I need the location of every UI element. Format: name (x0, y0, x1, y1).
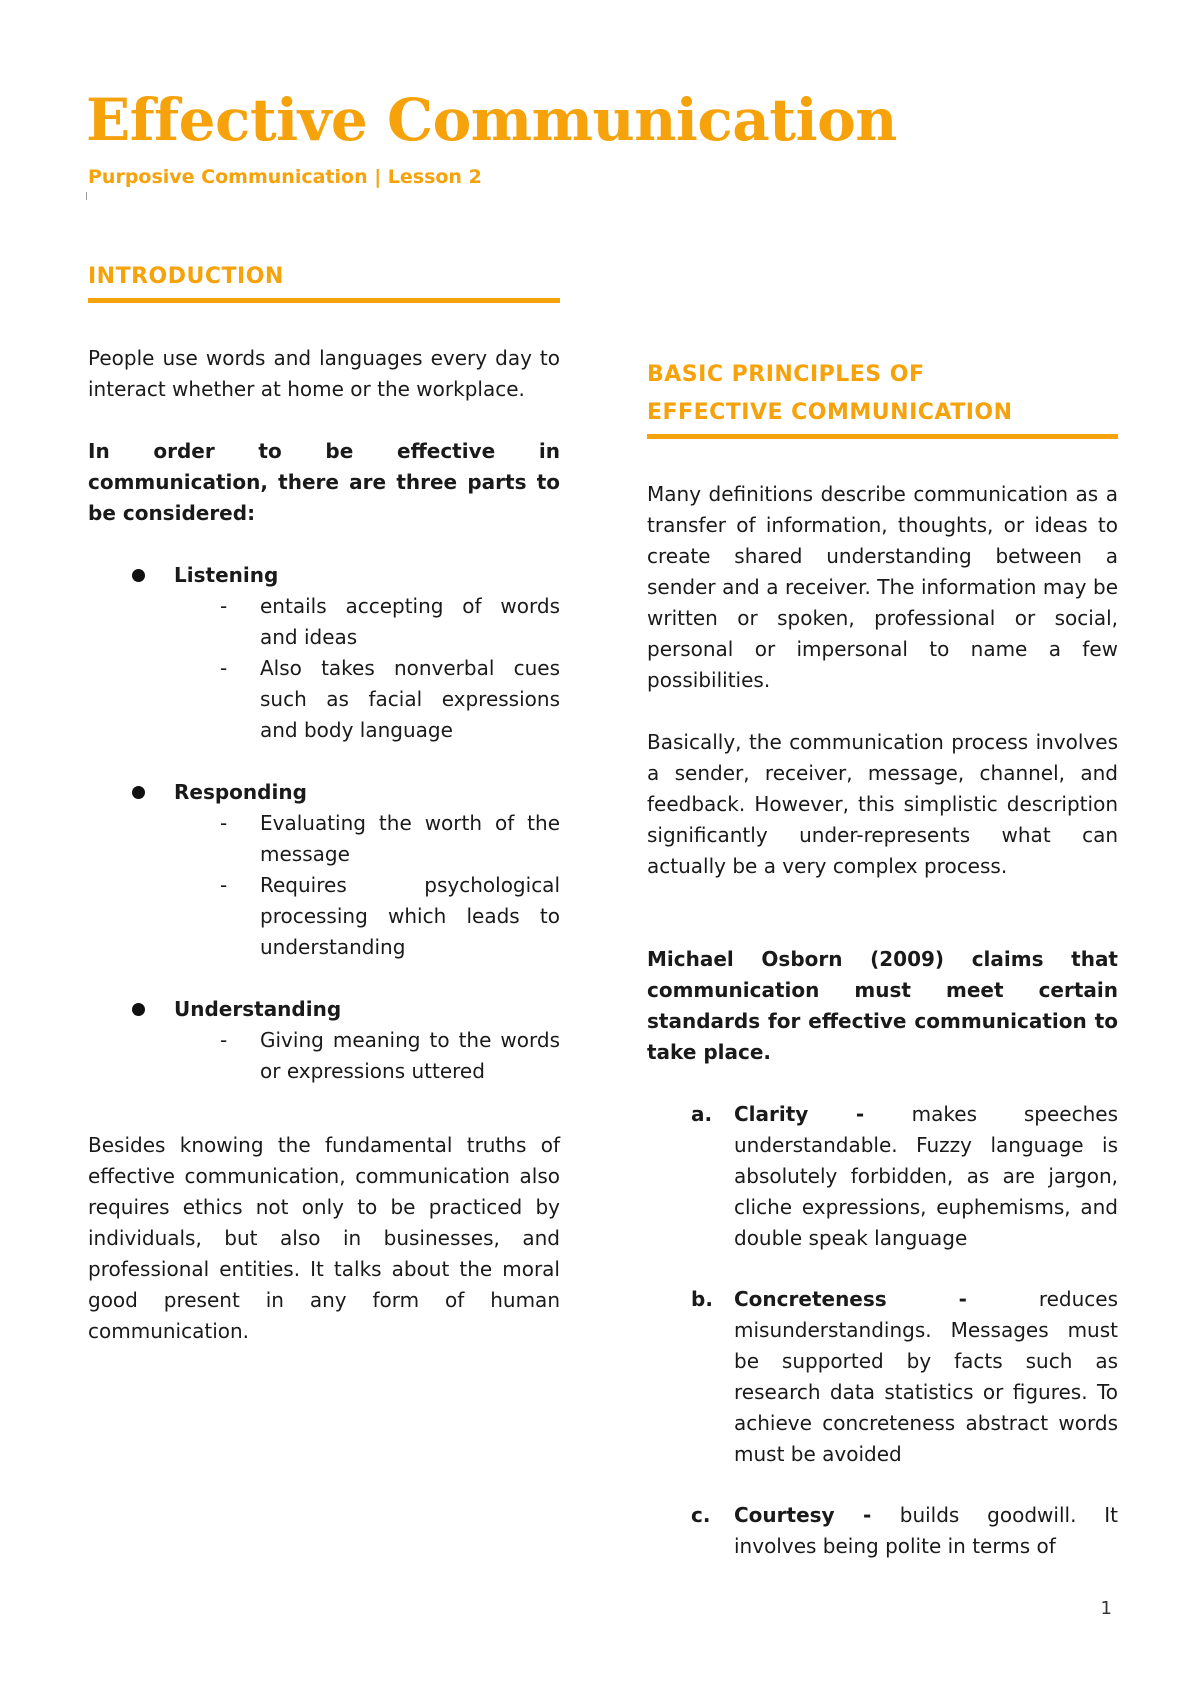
bullet-dot-icon (132, 786, 145, 799)
dash-marker: - (220, 873, 228, 897)
part-point-text: Also takes nonverbal cues such as facial expressions and body language (260, 656, 560, 742)
document-subtitle: Purposive Communication | Lesson 2 (88, 166, 482, 188)
standard-separator: - (834, 1503, 900, 1527)
standard-letter: b. (691, 1287, 713, 1311)
part-point (88, 870, 560, 963)
part-point-text: Requires psychological processing which leads to understanding (260, 873, 560, 959)
part-point (88, 591, 560, 653)
principles-heading-line-1: BASIC PRINCIPLES OF (647, 362, 925, 387)
bullet-dot-icon (132, 569, 145, 582)
part-item (88, 560, 560, 746)
standard-separator: - (808, 1102, 912, 1126)
bullet-dot-icon (132, 1003, 145, 1016)
part-point (88, 1025, 560, 1087)
part-point-text: entails accepting of words and ideas (260, 594, 560, 649)
standard-text: makes speeches understandable. Fuzzy language is absolutely forbidden, as are jargon, cliche expressions, euphemisms, and double speak language (734, 1102, 1118, 1250)
standard-separator: - (886, 1287, 1039, 1311)
principles-heading-line-2: EFFECTIVE COMMUNICATION (647, 400, 1013, 425)
part-item (88, 777, 560, 963)
standard-item (647, 1500, 1118, 1562)
standard-text: reduces misunderstandings. Messages must be supported by facts such as research data statistics or figures. To achieve concreteness abstract words must be avoided (734, 1287, 1118, 1466)
part-points (174, 808, 560, 963)
part-item (88, 994, 560, 1087)
standard-letter: c. (691, 1503, 711, 1527)
principles-paragraph-1: Many definitions describe communication as a transfer of information, thoughts, or ideas to create shared understanding between a sender and a receiver. The information may be written or spoken, professional or social, personal or impersonal to name a few possibilities. (647, 482, 1118, 692)
dash-marker: - (220, 811, 228, 835)
part-title: Understanding (174, 997, 342, 1021)
part-points (174, 591, 560, 746)
part-point (88, 808, 560, 870)
dash-marker: - (220, 594, 228, 618)
intro-paragraph-2: In order to be effective in communication, there are three parts to be considered: (88, 439, 560, 525)
part-point (88, 653, 560, 746)
standard-letter: a. (691, 1102, 713, 1126)
document-title: Effective Communication (86, 86, 897, 154)
page-number: 1 (1100, 1598, 1112, 1619)
standard-item (647, 1099, 1118, 1254)
standards-list (647, 1099, 1118, 1562)
intro-heading: INTRODUCTION (88, 264, 284, 289)
margin-mark (86, 192, 87, 200)
communication-parts-list (88, 560, 560, 1087)
intro-paragraph-1: People use words and languages every day to interact whether at home or the workplace. (88, 346, 560, 401)
standard-text: builds goodwill. It involves being polite in terms of (734, 1503, 1118, 1558)
dash-marker: - (220, 1028, 228, 1052)
right-column (647, 356, 1118, 1592)
part-point-text: Giving meaning to the words or expressions uttered (260, 1028, 560, 1083)
standard-term: Clarity (734, 1102, 809, 1126)
standard-item (647, 1284, 1118, 1470)
left-column (88, 258, 560, 1347)
principles-paragraph-2: Basically, the communication process involves a sender, receiver, message, channel, and feedback. However, this simplistic description significantly under-represents what can actually be a very complex process. (647, 730, 1118, 878)
part-point-text: Evaluating the worth of the message (260, 811, 560, 866)
principles-paragraph-3: Michael Osborn (2009) claims that communication must meet certain standards for effective communication to take place. (647, 947, 1118, 1064)
part-title: Responding (174, 780, 307, 804)
intro-paragraph-3: Besides knowing the fundamental truths of effective communication, communication also requires ethics not only to be practiced by individuals, but also in businesses, and professional entities. It talks about the moral good present in any form of human communication. (88, 1133, 560, 1343)
part-points (174, 1025, 560, 1087)
standard-term: Concreteness (734, 1287, 887, 1311)
part-title: Listening (174, 563, 279, 587)
dash-marker: - (220, 656, 228, 680)
standard-term: Courtesy (734, 1503, 835, 1527)
